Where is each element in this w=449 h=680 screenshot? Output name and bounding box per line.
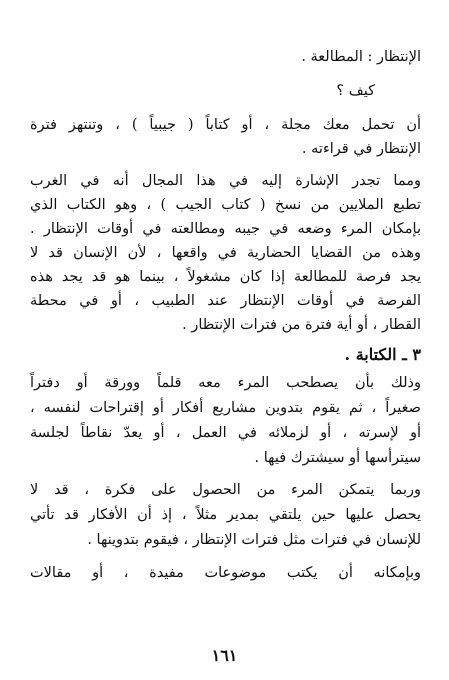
text-line-4: الإنتظار في قراءته .	[301, 141, 421, 157]
text-line-3: أن تحمل معك مجلة ، أو كتاباً ( جيبياً ) ، وتنتهز فترة	[30, 117, 421, 133]
text-line-8: وهذه من القضايا الحضارية في واقعها ، لأن الإنسان قد لا	[30, 245, 421, 261]
section-heading: ٣ ـ الكتابة .	[344, 345, 421, 364]
text-line-20: وبإمكانه أن يكتب موضوعات مفيدة ، أو مقالات	[30, 565, 421, 581]
text-line-1: الإنتظار : المطالعة .	[301, 49, 421, 65]
text-line-19: للإنسان في فترات مثل فترات الإنتظار ، فيقوم بتدوينها .	[87, 532, 421, 548]
text-line-6: تطبع الملايين من نسخ ( كتاب الجيب ) ، وهو الكتاب الذي	[30, 197, 421, 213]
page-number: ١٦١	[211, 646, 238, 665]
text-line-5: ومما تجدر الإشارة إليه في هذا المجال أنه في الغرب	[30, 173, 421, 189]
text-line-18: يحصل عليها حين يلتقي بمدير مثلاً ، إذ أن الأفكار قد تأتي	[30, 507, 421, 523]
text-line-13: وذلك بأن يصطحب المرء معه قلماً وورقة أو دفتراً	[30, 375, 421, 391]
text-line-14: صغيراً ، ثم يقوم بتدوين مشاريع أفكار أو إقتراحات لنفسه ،	[30, 400, 421, 416]
text-line-2: كيف ؟	[336, 83, 375, 99]
text-line-9: يجد فرصة للمطالعة إذا كان مشغولاً ، بينما هو قد يجد هذه	[30, 269, 421, 285]
text-line-16: سيترأسها أو سيشترك فيها .	[254, 450, 421, 466]
text-line-15: أو لإسرته ، أو لزملائه في العمل ، أو يعدّ نقاطاً لجلسة	[30, 425, 421, 441]
text-line-11: القطار ، أو أية فترة من فترات الإنتظار .	[182, 317, 421, 333]
text-line-7: بإمكان المرء وضعه في جيبه ومطالعته في أوقات الإنتظار .	[30, 221, 421, 237]
text-line-17: وربما يتمكن المرء من الحصول على فكرة ، قد لا	[30, 482, 421, 498]
text-line-10: الفرصة في أوقات الإنتظار عند الطبيب ، أو في محطة	[30, 293, 421, 309]
